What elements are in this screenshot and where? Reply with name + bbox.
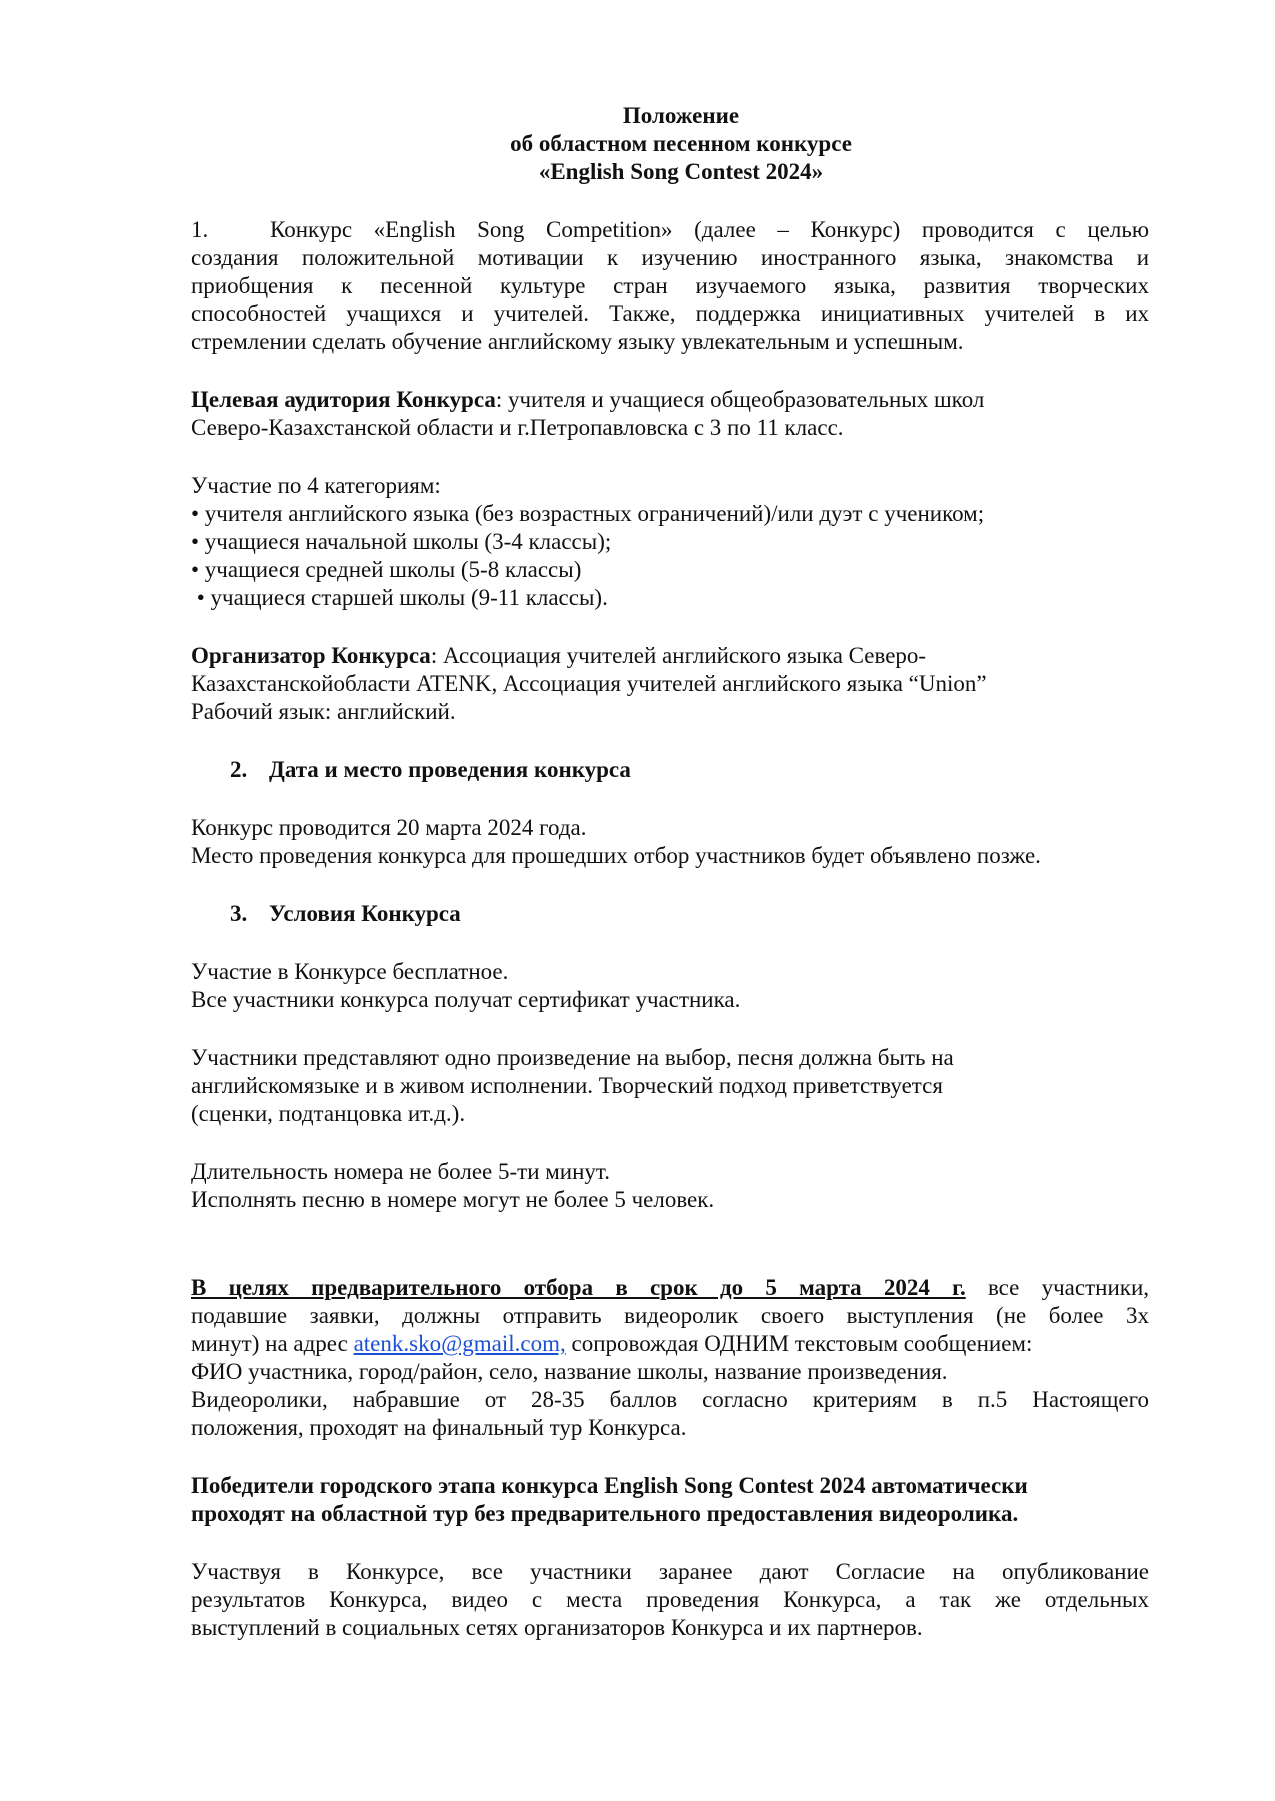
selection-text: минут) на адрес	[191, 1331, 354, 1356]
paragraph-line: Участие в Конкурсе бесплатное.	[191, 959, 509, 984]
title-line: Положение	[622, 103, 740, 128]
paragraph-line: (сценки, подтанцовка ит.д.).	[191, 1101, 466, 1126]
list-item: • учителя английского языка (без возрастных ограничений)/или дуэт с учеником;	[191, 501, 985, 526]
paragraph-line: выступлений в социальных сетях организаторов Конкурса и их партнеров.	[191, 1615, 923, 1640]
paragraph-line: стремлении сделать обучение английскому языку увлекательным и успешным.	[191, 329, 964, 354]
conditions-free	[191, 958, 1149, 1014]
target-audience	[191, 386, 1149, 442]
section-heading	[191, 756, 1149, 784]
organizer-label: Организатор Конкурса	[191, 643, 431, 668]
section-heading	[191, 900, 1149, 928]
paragraph-line: Казахстанскойобласти ATENK, Ассоциация учителей английского языка “Union”	[191, 671, 987, 696]
paragraph-line: Длительность номера не более 5-ти минут.	[191, 1159, 610, 1184]
title-line: об областном песенном конкурсе	[510, 131, 852, 156]
paragraph-line: Исполнять песню в номере могут не более 5 человек.	[191, 1187, 715, 1212]
paragraph-line: Конкурс проводится 20 марта 2024 года.	[191, 815, 587, 840]
paragraph-line: Северо-Казахстанской области и г.Петропавловска с 3 по 11 класс.	[191, 415, 844, 440]
paragraph-text: Конкурс «English Song Competition» (далее – Конкурс) проводится с целью	[270, 217, 1149, 242]
paragraph-line: приобщения к песенной культуре стран изучаемого языка, развития творческих	[191, 273, 1149, 298]
paragraph-line: Все участники конкурса получат сертификат участника.	[191, 987, 741, 1012]
section-date-place	[191, 814, 1149, 870]
paragraph-line: подавшие заявки, должны отправить видеоролик своего выступления (не более 3х	[191, 1303, 1149, 1328]
paragraph-line: Место проведения конкурса для прошедших отбор участников будет объявлено позже.	[191, 843, 1041, 868]
paragraph-line	[191, 1330, 1149, 1358]
section-number: 2.	[230, 757, 248, 782]
paragraph-line: создания положительной мотивации к изучению иностранного языка, знакомства и	[191, 245, 1149, 270]
paragraph-line	[191, 642, 1149, 670]
document-title	[213, 102, 1149, 186]
email-link[interactable]: atenk.sko@gmail.com,	[353, 1331, 566, 1356]
selection-text: сопровождая ОДНИМ текстовым сообщением:	[565, 1331, 1033, 1356]
categories-list	[191, 472, 1149, 612]
list-item: • учащиеся старшей школы (9-11 классы).	[191, 585, 608, 610]
selection-text: все участники,	[965, 1275, 1149, 1300]
consent-paragraph	[191, 1558, 1149, 1642]
paragraph-line: английскомязыке и в живом исполнении. Творческий подход приветствуется	[191, 1073, 943, 1098]
paragraph-purpose	[191, 216, 1149, 356]
preliminary-selection	[191, 1274, 1149, 1442]
audience-text: : учителя и учащиеся общеобразовательных школ	[495, 387, 985, 412]
paragraph-line	[191, 1274, 1149, 1302]
conditions-duration	[191, 1158, 1149, 1214]
paragraph-line: Рабочий язык: английский.	[191, 699, 456, 724]
paragraph-number: 1.	[191, 217, 209, 242]
section-title: Дата и место проведения конкурса	[269, 757, 631, 782]
paragraph-line: способностей учащихся и учителей. Также, поддержка инициативных учителей в их	[191, 301, 1149, 326]
conditions-piece	[191, 1044, 1149, 1128]
paragraph-line: ФИО участника, город/район, село, название школы, название произведения.	[191, 1359, 948, 1384]
paragraph-line: результатов Конкурса, видео с места проведения Конкурса, а так же отдельных	[191, 1587, 1149, 1612]
paragraph-line: Победители городского этапа конкурса English Song Contest 2024 автоматически	[191, 1473, 1028, 1498]
document-body	[191, 102, 1149, 1642]
list-item: • учащиеся средней школы (5-8 классы)	[191, 557, 582, 582]
audience-label: Целевая аудитория Конкурса	[191, 387, 496, 412]
section-title: Условия Конкурса	[269, 901, 461, 926]
section-number: 3.	[230, 901, 248, 926]
paragraph-line	[191, 386, 1149, 414]
organizer	[191, 642, 1149, 726]
paragraph-line: положения, проходят на финальный тур Конкурса.	[191, 1415, 687, 1440]
paragraph-line	[191, 216, 1149, 244]
title-line: «English Song Contest 2024»	[538, 159, 824, 184]
selection-deadline: В целях предварительного отбора в срок до 5 марта 2024 г.	[191, 1275, 966, 1300]
organizer-text: : Ассоциация учителей английского языка Северо-	[430, 643, 927, 668]
winners-note	[191, 1472, 1149, 1528]
paragraph-line: Участвуя в Конкурсе, все участники заранее дают Согласие на опубликование	[191, 1559, 1149, 1584]
paragraph-line: проходят на областной тур без предварительного предоставления видеоролика.	[191, 1501, 1019, 1526]
categories-intro: Участие по 4 категориям:	[191, 473, 441, 498]
paragraph-line: Видеоролики, набравшие от 28-35 баллов согласно критериям в п.5 Настоящего	[191, 1387, 1149, 1412]
paragraph-line: Участники представляют одно произведение на выбор, песня должна быть на	[191, 1045, 954, 1070]
list-item: • учащиеся начальной школы (3-4 классы);	[191, 529, 612, 554]
